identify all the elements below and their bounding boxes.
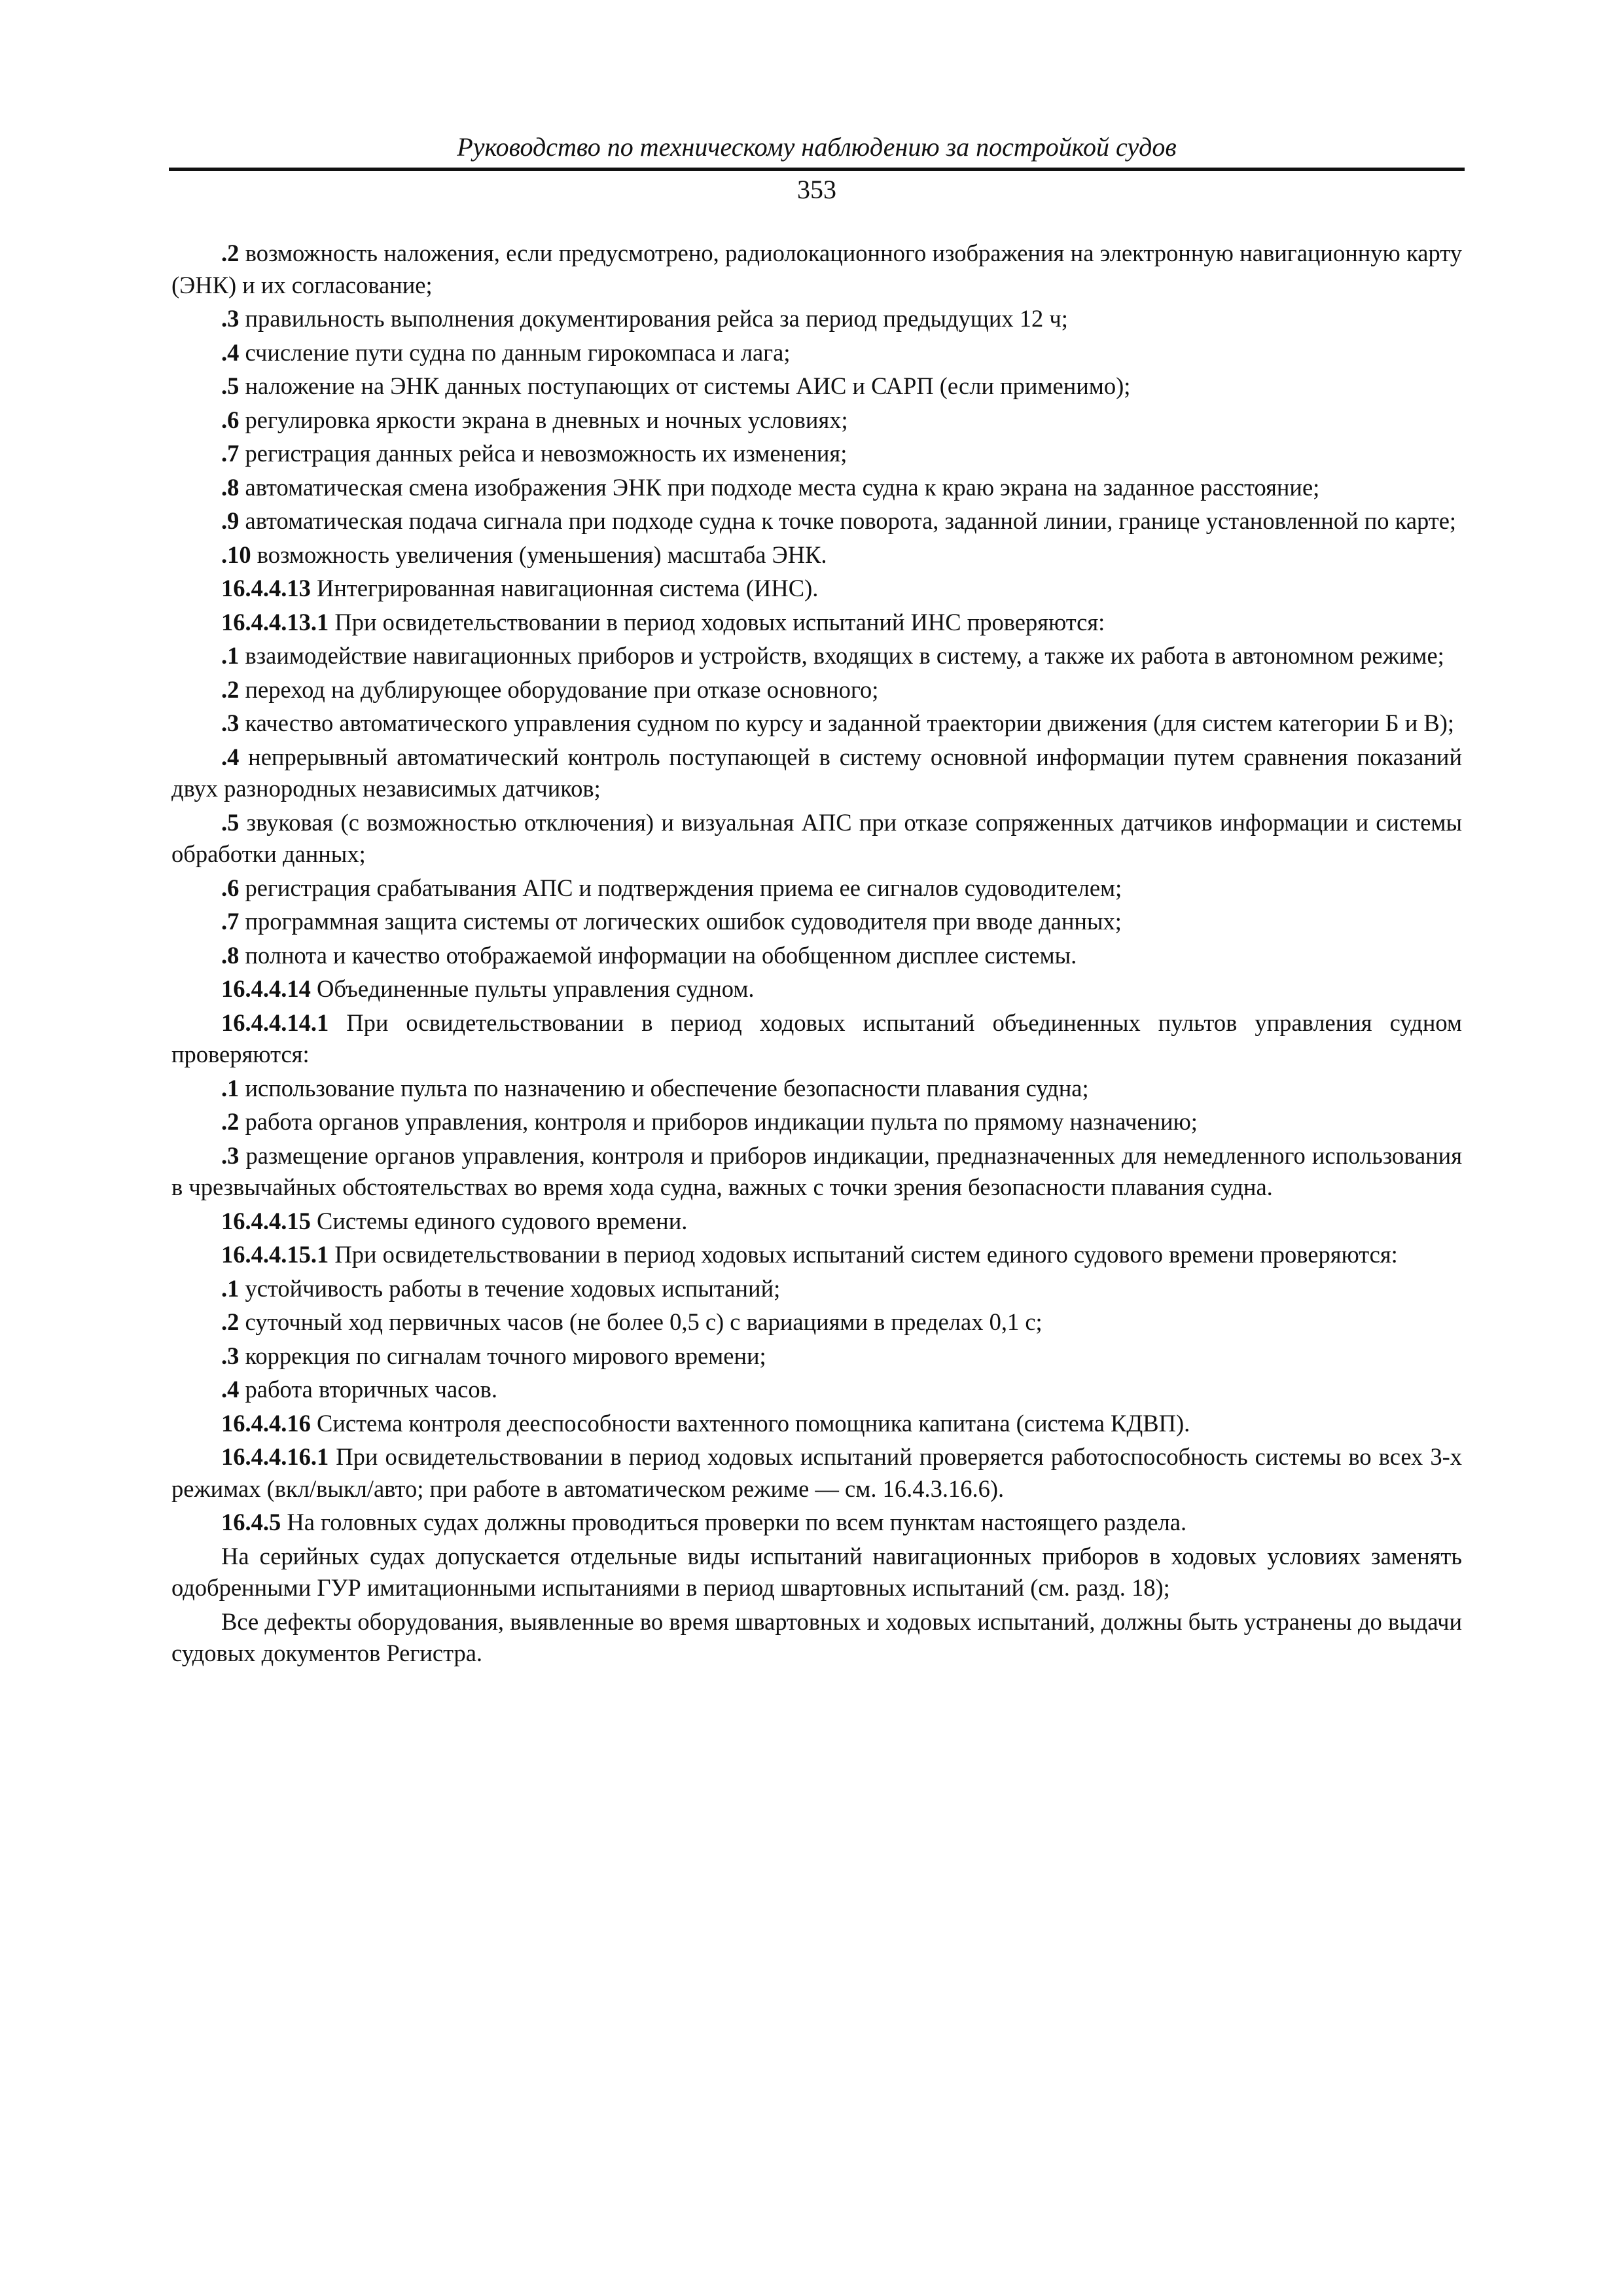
paragraph (171, 1140, 1462, 1204)
paragraph-text: работа органов управления, контроля и приборов индикации пульта по прямому назначению; (245, 1108, 1198, 1135)
paragraph (171, 1306, 1462, 1338)
paragraph (171, 906, 1462, 938)
paragraph (171, 539, 1462, 571)
paragraph-text: качество автоматического управления судном по курсу и заданной траектории движения (для систем категории Б и В); (245, 709, 1455, 736)
paragraph (171, 708, 1462, 740)
paragraph-text: автоматическая смена изображения ЭНК при подходе места судна к краю экрана на заданное расстояние; (245, 473, 1320, 501)
paragraph-text: регистрация данных рейса и невозможность их изменения; (245, 440, 847, 467)
clause-number: 16.4.5 (221, 1509, 281, 1535)
clause-number: 16.4.4.14 (221, 975, 311, 1002)
paragraph-text: регулировка яркости экрана в дневных и ночных условиях; (245, 406, 848, 433)
paragraph-text: суточный ход первичных часов (не более 0,5 с) с вариациями в пределах 0,1 с; (245, 1308, 1043, 1335)
clause-number: 16.4.4.13.1 (221, 608, 329, 636)
document-page (171, 131, 1462, 1672)
paragraph-text: На головных судах должны проводиться проверки по всем пунктам настоящего раздела. (287, 1509, 1187, 1535)
paragraph (171, 1374, 1462, 1406)
paragraph (171, 1273, 1462, 1305)
paragraph (171, 1340, 1462, 1372)
paragraph (171, 438, 1462, 470)
paragraph (171, 1007, 1462, 1071)
paragraph (171, 940, 1462, 972)
paragraph-text: программная защита системы от логических ошибок судоводителя при вводе данных; (245, 908, 1122, 935)
clause-number: .4 (221, 338, 240, 366)
paragraph-text: правильность выполнения документирования рейса за период предыдущих 12 ч; (245, 305, 1068, 332)
paragraph (171, 1606, 1462, 1670)
paragraph (171, 303, 1462, 335)
paragraph-text: На серийных судах допускается отдельные виды испытаний навигационных приборов в ходовых условиях заменять одобренными ГУР имитационными испытаниями в период швартовных испытаний (см. разд. 18); (171, 1542, 1462, 1601)
paragraph-text: устойчивость работы в течение ходовых испытаний; (245, 1274, 781, 1302)
paragraph-text: наложение на ЭНК данных поступающих от системы АИС и САРП (если применимо); (245, 372, 1131, 399)
paragraph (171, 1239, 1462, 1271)
paragraph (171, 337, 1462, 369)
paragraph (171, 807, 1462, 870)
paragraph-text: взаимодействие навигационных приборов и устройств, входящих в систему, а также их работа в автономном режиме; (245, 642, 1444, 669)
paragraph (171, 973, 1462, 1005)
clause-number: .4 (221, 1376, 240, 1403)
clause-number: 16.4.4.16.1 (221, 1443, 329, 1470)
paragraph-text: При освидетельствовании в период ходовых испытаний ИНС проверяются: (334, 608, 1105, 636)
paragraph (171, 640, 1462, 672)
paragraph (171, 404, 1462, 437)
clause-number: .8 (221, 473, 240, 501)
paragraph-text: При освидетельствовании в период ходовых испытаний объединенных пультов управления судном проверяются: (171, 1009, 1463, 1067)
clause-number: .2 (221, 675, 240, 703)
clause-number: .3 (221, 305, 240, 332)
clause-number: .3 (221, 709, 240, 736)
header-rule (169, 168, 1465, 171)
clause-number: 16.4.4.13 (221, 575, 311, 601)
paragraph (171, 573, 1462, 605)
paragraph (171, 370, 1462, 403)
paragraph (171, 1441, 1462, 1505)
paragraph-text: При освидетельствовании в период ходовых испытаний проверяется работоспособность системы во всех 3-х режимах (вкл/выкл/авто; при работе в автоматическом режиме — см. 16.4.3.16.6). (171, 1443, 1463, 1502)
clause-number: 16.4.4.16 (221, 1409, 311, 1437)
clause-number: .4 (221, 743, 240, 770)
running-header: Руководство по техническому наблюдению за постройкой судов (457, 132, 1177, 162)
paragraph-text: Интегрированная навигационная система (ИНС). (317, 575, 819, 601)
paragraph (171, 1073, 1462, 1105)
clause-number: 16.4.4.14.1 (221, 1009, 329, 1036)
paragraph-text: Все дефекты оборудования, выявленные во время швартовных и ходовых испытаний, должны быть устранены до выдачи судовых документов Регистра. (171, 1607, 1462, 1666)
page-number: 353 (797, 175, 836, 204)
clause-number: .2 (221, 1108, 240, 1135)
clause-number: .1 (221, 1274, 240, 1302)
clause-number: .2 (221, 240, 240, 266)
paragraph (171, 1408, 1462, 1440)
paragraph-text: использование пульта по назначению и обеспечение безопасности плавания судна; (245, 1074, 1089, 1102)
paragraph-text: коррекция по сигналам точного мирового времени; (245, 1342, 766, 1369)
paragraph (171, 1541, 1462, 1604)
paragraph-text: возможность наложения, если предусмотрено, радиолокационного изображения на электронную навигационную карту (ЭНК) и их согласование; (171, 240, 1463, 298)
paragraph (171, 1206, 1462, 1238)
paragraph (171, 607, 1462, 639)
paragraph (171, 472, 1462, 504)
clause-number: .8 (221, 941, 240, 969)
clause-number: .6 (221, 874, 240, 901)
paragraph (171, 505, 1462, 537)
clause-number: .2 (221, 1308, 240, 1335)
clause-number: .6 (221, 406, 240, 433)
paragraph-text: Системы единого судового времени. (317, 1207, 688, 1234)
paragraph-text: Система контроля дееспособности вахтенного помощника капитана (система КДВП). (317, 1409, 1190, 1437)
paragraph-text: счисление пути судна по данным гирокомпаса и лага; (245, 338, 791, 366)
paragraph-text: Объединенные пульты управления судном. (317, 975, 755, 1002)
paragraph-text: звуковая (с возможностью отключения) и визуальная АПС при отказе сопряженных датчиков информации и системы обработки данных; (171, 808, 1463, 867)
clause-number: .7 (221, 908, 240, 935)
clause-number: .5 (221, 372, 240, 399)
clause-number: 16.4.4.15.1 (221, 1241, 329, 1268)
paragraph (171, 872, 1462, 905)
clause-number: .1 (221, 642, 240, 669)
paragraph-text: непрерывный автоматический контроль поступающей в систему основной информации путем сравнения показаний двух разнородных независимых датчиков; (171, 743, 1462, 802)
paragraph-text: переход на дублирующее оборудование при отказе основного; (245, 675, 879, 703)
paragraph-text: работа вторичных часов. (245, 1376, 497, 1403)
paragraph (171, 1106, 1462, 1138)
clause-number: .5 (221, 808, 240, 836)
paragraph-text: размещение органов управления, контроля и приборов индикации, предназначенных для немедленного использования в чрезвычайных обстоятельствах во время хода судна, важных с точки зрения безопасности плавания судна. (171, 1141, 1462, 1200)
paragraph-text: При освидетельствовании в период ходовых испытаний систем единого судового времени проверяются: (334, 1241, 1398, 1268)
paragraph-text: автоматическая подача сигнала при подходе судна к точке поворота, заданной линии, границе установленной по карте; (245, 507, 1457, 534)
clause-number: .9 (221, 507, 240, 534)
body-text (171, 238, 1462, 1670)
paragraph (171, 238, 1462, 301)
paragraph-text: регистрация срабатывания АПС и подтверждения приема ее сигналов судоводителем; (245, 874, 1122, 901)
paragraph (171, 1507, 1462, 1539)
clause-number: .3 (221, 1141, 240, 1169)
clause-number: 16.4.4.15 (221, 1207, 311, 1234)
paragraph-text: полнота и качество отображаемой информации на обобщенном дисплее системы. (245, 941, 1077, 969)
clause-number: .3 (221, 1342, 240, 1369)
clause-number: .10 (221, 541, 251, 568)
paragraph (171, 742, 1462, 805)
clause-number: .1 (221, 1074, 240, 1102)
clause-number: .7 (221, 440, 240, 467)
paragraph-text: возможность увеличения (уменьшения) масштаба ЭНК. (257, 541, 827, 568)
paragraph (171, 674, 1462, 706)
